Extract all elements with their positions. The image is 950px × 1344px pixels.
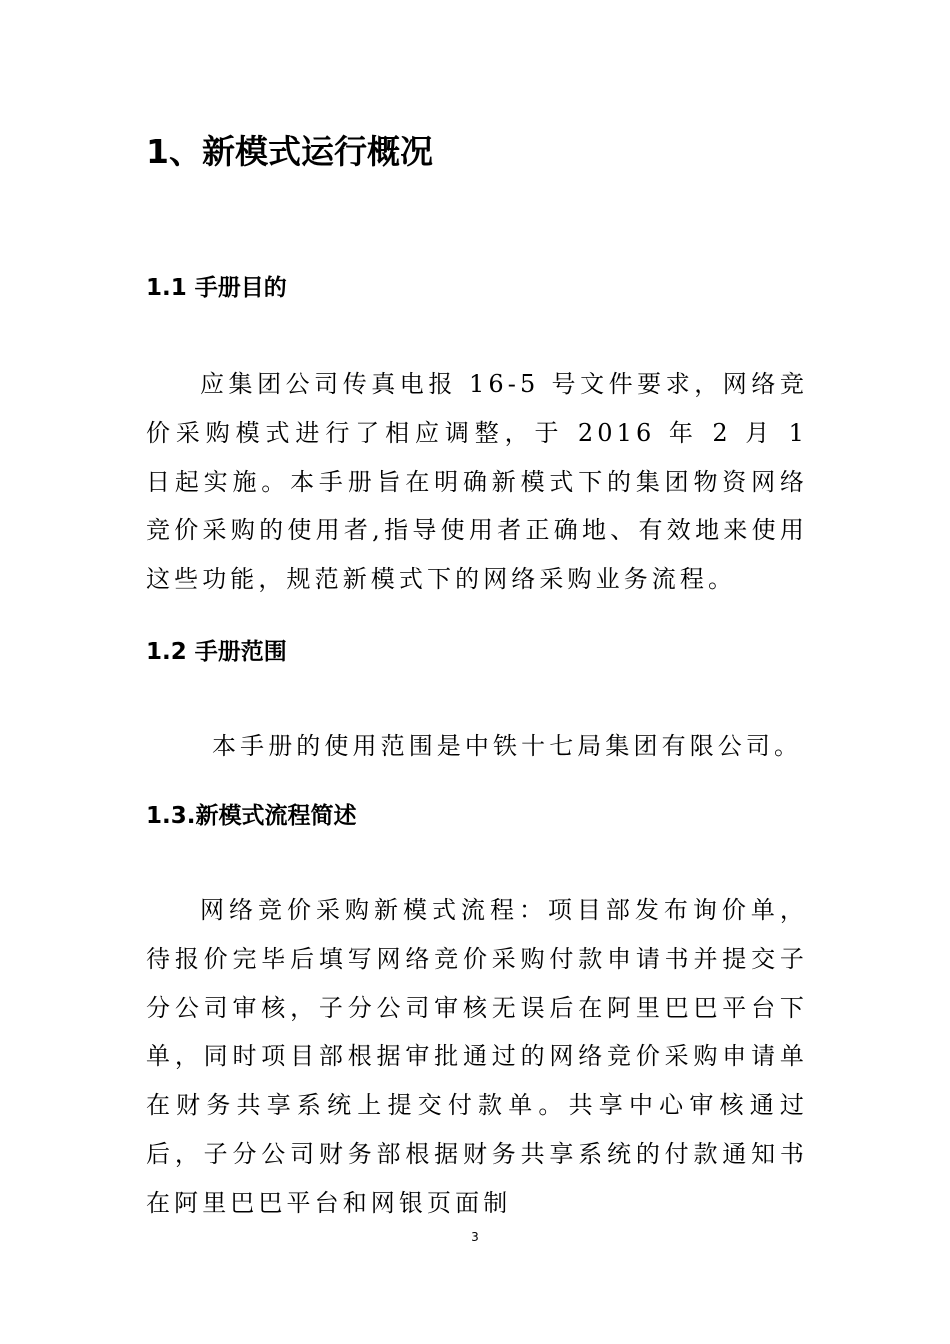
section-scope-title: 1.2 手册范围	[146, 639, 287, 665]
section-flow-body: 网络竞价采购新模式流程：项目部发布询价单，待报价完毕后填写网络竞价采购付款申请书并提交子分公司审核，子分公司审核无误后在阿里巴巴平台下单，同时项目部根据审批通过的网络竞价采购申请单在财务共享系统上提交付款单。共享中心审核通过后，子分公司财务部根据财务共享系统的付款通知书在阿里巴巴平台和网银页面制	[146, 896, 808, 1217]
section-scope-body: 本手册的使用范围是中铁十七局集团有限公司。	[212, 732, 803, 760]
page-number: 3	[471, 1230, 479, 1244]
chapter-title: 1、新模式运行概况	[146, 132, 433, 171]
section-purpose-title: 1.1 手册目的	[146, 275, 287, 301]
section-flow-title: 1.3.新模式流程简述	[146, 803, 357, 829]
section-purpose-body: 应集团公司传真电报 16-5 号文件要求，网络竞价采购模式进行了相应调整，于 2016 年 2 月 1 日起实施。本手册旨在明确新模式下的集团物资网络竞价采购的使用者,指导使用者正确地、有效地来使用这些功能，规范新模式下的网络采购业务流程。	[146, 370, 808, 594]
